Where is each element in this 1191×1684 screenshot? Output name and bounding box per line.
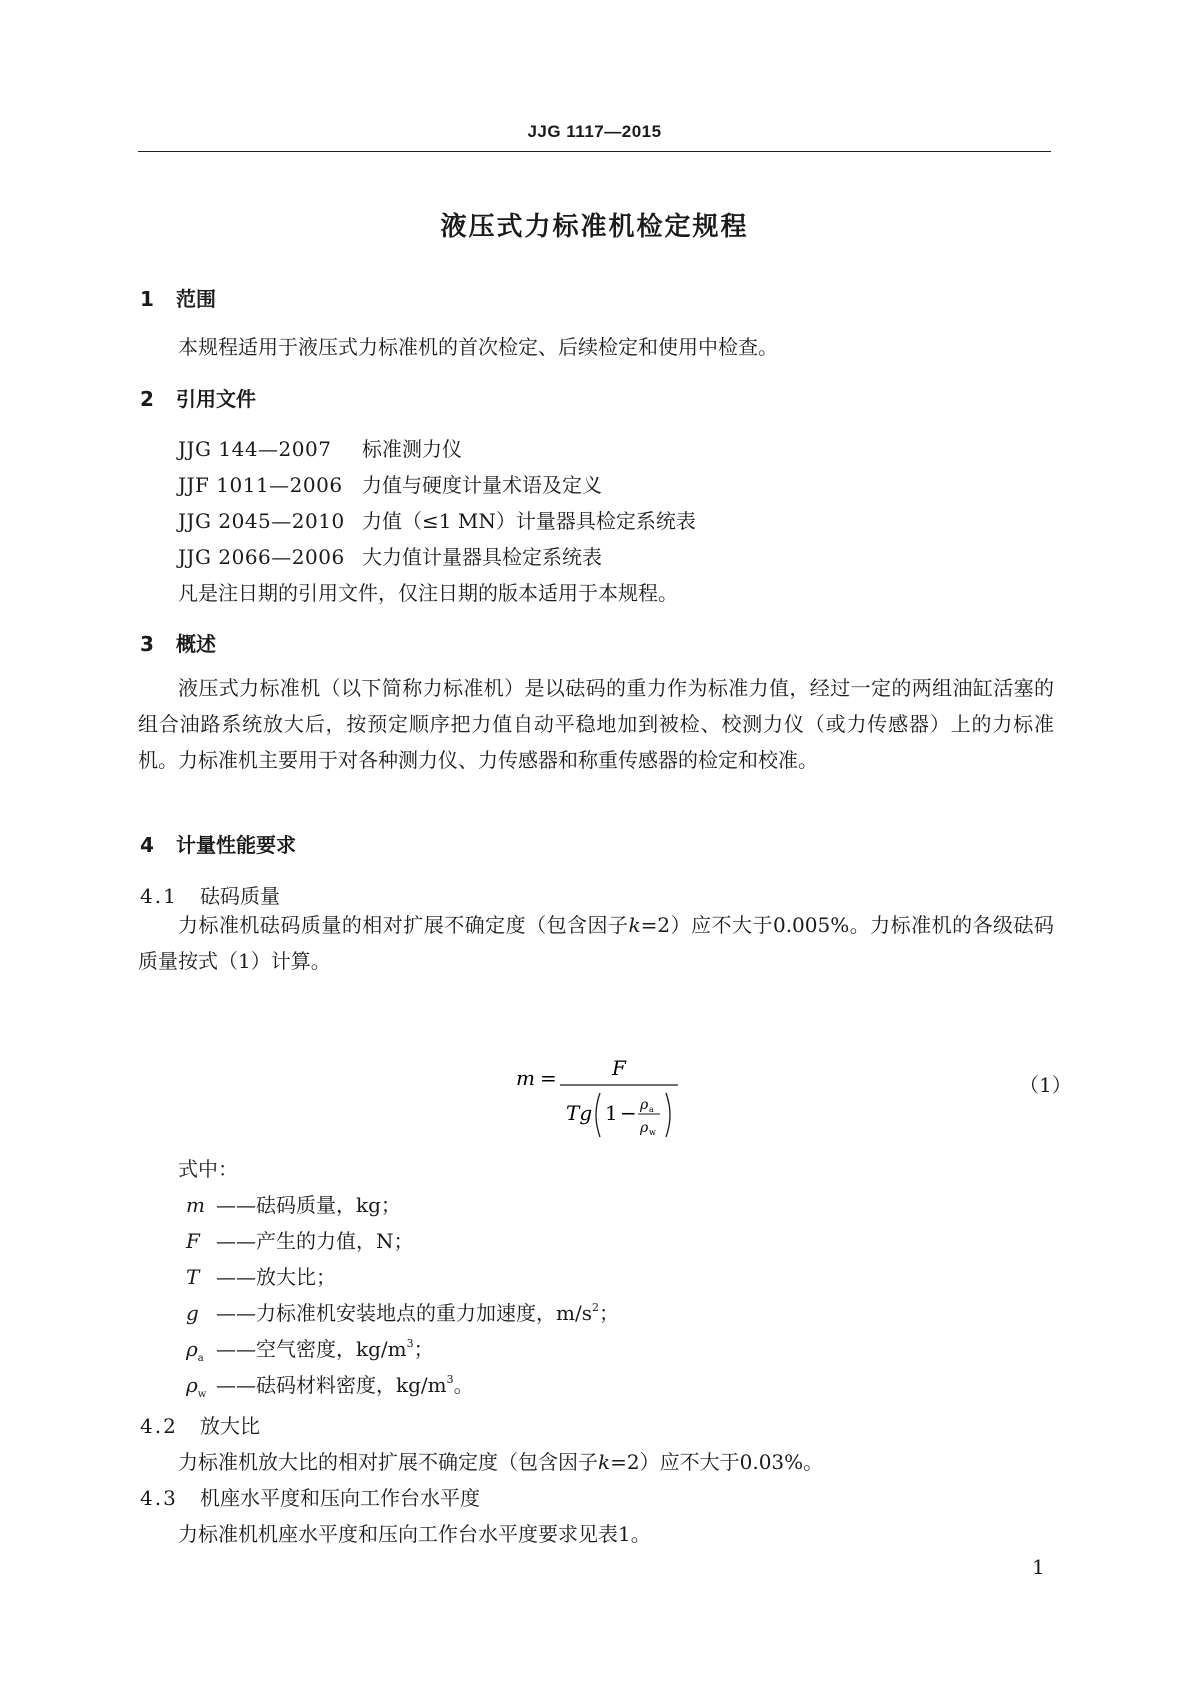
subsection-4-3-heading bbox=[140, 1482, 480, 1511]
subsection-number: 4.2 bbox=[140, 1414, 178, 1438]
reference-item bbox=[178, 469, 602, 498]
section-title: 概述 bbox=[176, 632, 216, 656]
reference-item bbox=[178, 433, 462, 462]
reference-code: JJG 144—2007 bbox=[178, 437, 332, 461]
symbol: m bbox=[186, 1193, 205, 1217]
formula-lhs: m bbox=[516, 1066, 535, 1090]
equation-number: （1） bbox=[1019, 1073, 1072, 1097]
superscript: 3 bbox=[446, 1373, 454, 1386]
formula-one: 1 bbox=[605, 1101, 618, 1125]
reference-item bbox=[178, 505, 696, 534]
symbol-description: 放大比； bbox=[256, 1265, 336, 1289]
coverage-factor-symbol: k bbox=[598, 1450, 611, 1474]
subsection-number: 4.1 bbox=[140, 884, 178, 908]
formula-equals: = bbox=[540, 1066, 557, 1090]
rho-a: ρ bbox=[640, 1097, 649, 1113]
symbol-definition bbox=[186, 1225, 414, 1254]
symbol: g bbox=[186, 1301, 199, 1325]
formula-numerator: F bbox=[612, 1056, 626, 1080]
section-3-text: 液压式力标准机（以下简称力标准机）是以砝码的重力作为标准力值，经过一定的两组油缸活塞的组合油路系统放大后，按预定顺序把力值自动平稳地加到被检、校测力仪（或力传感器）上的力标准机。力标准机主要用于对各种测力仪、力传感器和称重传感器的检定和校准。 bbox=[138, 676, 1054, 772]
symbol: F bbox=[186, 1229, 200, 1253]
subsection-title: 砝码质量 bbox=[200, 884, 280, 908]
symbol-description: 产生的力值，N； bbox=[256, 1229, 414, 1253]
symbol-definition bbox=[186, 1333, 434, 1364]
section-number: 2 bbox=[140, 387, 154, 411]
coverage-factor-symbol: k bbox=[628, 913, 641, 937]
symbol-definition bbox=[186, 1297, 619, 1326]
symbol-description: 砝码质量，kg； bbox=[256, 1193, 401, 1217]
subsection-number: 4.3 bbox=[140, 1486, 178, 1510]
standard-code-header: JJG 1117—2015 bbox=[527, 122, 662, 141]
text-part: =2）应不大于0.005%。力标准机的各级砝码质量按式（1）计算。 bbox=[138, 913, 1054, 973]
rho-w-subscript: w bbox=[649, 1128, 656, 1137]
symbol-definition bbox=[186, 1369, 474, 1400]
symbol bbox=[186, 1373, 216, 1400]
symbol-dash: —— bbox=[216, 1337, 256, 1361]
subsection-title: 机座水平度和压向工作台水平度 bbox=[200, 1486, 480, 1510]
symbol-end-punct: ； bbox=[598, 1301, 619, 1325]
section-number: 4 bbox=[140, 833, 154, 857]
reference-code: JJG 2066—2006 bbox=[178, 545, 345, 569]
document-title: 液压式力标准机检定规程 bbox=[440, 212, 749, 242]
section-2-heading bbox=[140, 383, 256, 412]
symbol-base: ρ bbox=[186, 1337, 198, 1361]
right-paren bbox=[666, 1093, 670, 1137]
symbol-dash: —— bbox=[216, 1373, 256, 1397]
symbol-end-punct: 。 bbox=[453, 1373, 474, 1397]
header-rule bbox=[138, 151, 1051, 152]
subsection-4-2-heading bbox=[140, 1410, 260, 1439]
reference-item bbox=[178, 541, 602, 570]
reference-title: 力值与硬度计量术语及定义 bbox=[362, 473, 602, 497]
left-paren bbox=[596, 1093, 600, 1137]
section-title: 范围 bbox=[176, 287, 216, 311]
section-number: 3 bbox=[140, 632, 154, 656]
reference-title: 力值（≤1 MN）计量器具检定系统表 bbox=[362, 509, 696, 533]
section-title: 计量性能要求 bbox=[176, 833, 296, 857]
subsection-4-1-heading bbox=[140, 880, 280, 909]
rho-a-subscript: a bbox=[649, 1105, 654, 1114]
section-1-text: 本规程适用于液压式力标准机的首次检定、后续检定和使用中检查。 bbox=[178, 335, 778, 359]
reference-title: 标准测力仪 bbox=[362, 437, 462, 461]
text-part: 力标准机放大比的相对扩展不确定度（包含因子 bbox=[178, 1450, 598, 1474]
where-label: 式中： bbox=[178, 1157, 238, 1181]
subsection-4-2-text bbox=[178, 1446, 823, 1475]
text-part: =2）应不大于0.03%。 bbox=[610, 1450, 824, 1474]
symbol-dash: —— bbox=[216, 1193, 256, 1217]
superscript: 3 bbox=[406, 1337, 414, 1350]
symbol-base: ρ bbox=[186, 1373, 198, 1397]
text-part: 力标准机砝码质量的相对扩展不确定度（包含因子 bbox=[178, 913, 629, 937]
symbol-description: 力标准机安装地点的重力加速度，m/s bbox=[256, 1301, 592, 1325]
mass-formula bbox=[500, 1047, 700, 1147]
reference-code: JJG 2045—2010 bbox=[178, 509, 345, 533]
rho-w: ρ bbox=[640, 1120, 649, 1136]
symbol-dash: —— bbox=[216, 1229, 256, 1253]
section-title: 引用文件 bbox=[176, 387, 256, 411]
section-3-heading bbox=[140, 628, 216, 657]
subsection-4-1-text bbox=[138, 907, 1054, 979]
symbol-dash: —— bbox=[216, 1301, 256, 1325]
section-1-heading bbox=[140, 283, 216, 312]
symbol-subscript: w bbox=[197, 1389, 207, 1400]
formula-minus: − bbox=[620, 1101, 637, 1125]
symbol: T bbox=[186, 1265, 200, 1289]
symbol-definition bbox=[186, 1261, 336, 1290]
subsection-4-3-text: 力标准机机座水平度和压向工作台水平度要求见表1。 bbox=[178, 1522, 651, 1546]
formula-denominator-tg: Tg bbox=[566, 1101, 593, 1125]
symbol-subscript: a bbox=[197, 1353, 204, 1364]
symbol-definition bbox=[186, 1189, 401, 1218]
symbol-description: 砝码材料密度，kg/m bbox=[256, 1373, 447, 1397]
reference-note: 凡是注日期的引用文件，仅注日期的版本适用于本规程。 bbox=[178, 581, 678, 605]
reference-title: 大力值计量器具检定系统表 bbox=[362, 545, 602, 569]
symbol-dash: —— bbox=[216, 1265, 256, 1289]
page-number: 1 bbox=[1032, 1555, 1045, 1579]
section-4-heading bbox=[140, 829, 296, 858]
symbol-end-punct: ； bbox=[413, 1337, 434, 1361]
subsection-title: 放大比 bbox=[200, 1414, 260, 1438]
superscript: 2 bbox=[591, 1301, 599, 1314]
reference-code: JJF 1011—2006 bbox=[178, 473, 343, 497]
symbol-description: 空气密度，kg/m bbox=[256, 1337, 407, 1361]
symbol bbox=[186, 1337, 216, 1364]
section-number: 1 bbox=[140, 287, 154, 311]
